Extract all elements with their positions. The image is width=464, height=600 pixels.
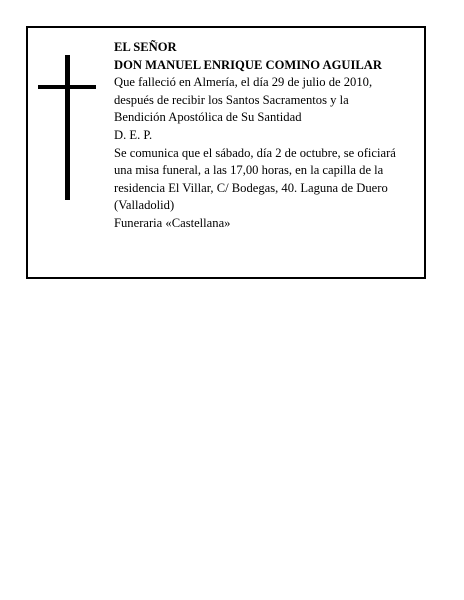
death-announcement-line: Que falleció en Almería, el día 29 de julio de 2010,: [114, 75, 373, 90]
dep-text: D. E. P.: [114, 127, 153, 142]
mass-announcement-line: una misa funeral, a las 17,00 horas, en la capilla de la: [114, 163, 384, 178]
death-announcement-line: Bendición Apostólica de Su Santidad: [114, 110, 302, 125]
funeral-home: Funeraria «Castellana»: [114, 215, 231, 230]
mass-announcement-line: Se comunica que el sábado, día 2 de octubre, se oficiará: [114, 145, 396, 160]
mass-announcement-line: (Valladolid): [114, 198, 175, 213]
cross-vertical-bar: [65, 55, 70, 200]
deceased-name: DON MANUEL ENRIQUE COMINO AGUILAR: [114, 57, 382, 72]
notice-text: [114, 39, 420, 233]
cross-icon: [38, 55, 98, 200]
mass-announcement-line: residencia El Villar, C/ Bodegas, 40. Laguna de Duero: [114, 180, 388, 195]
death-announcement-line: después de recibir los Santos Sacramentos y la: [114, 92, 349, 107]
death-announcement: [114, 74, 420, 127]
cross-horizontal-bar: [38, 85, 96, 89]
obituary-notice: [26, 26, 426, 279]
mass-announcement: [114, 145, 420, 215]
notice-heading-title: EL SEÑOR: [114, 40, 177, 54]
